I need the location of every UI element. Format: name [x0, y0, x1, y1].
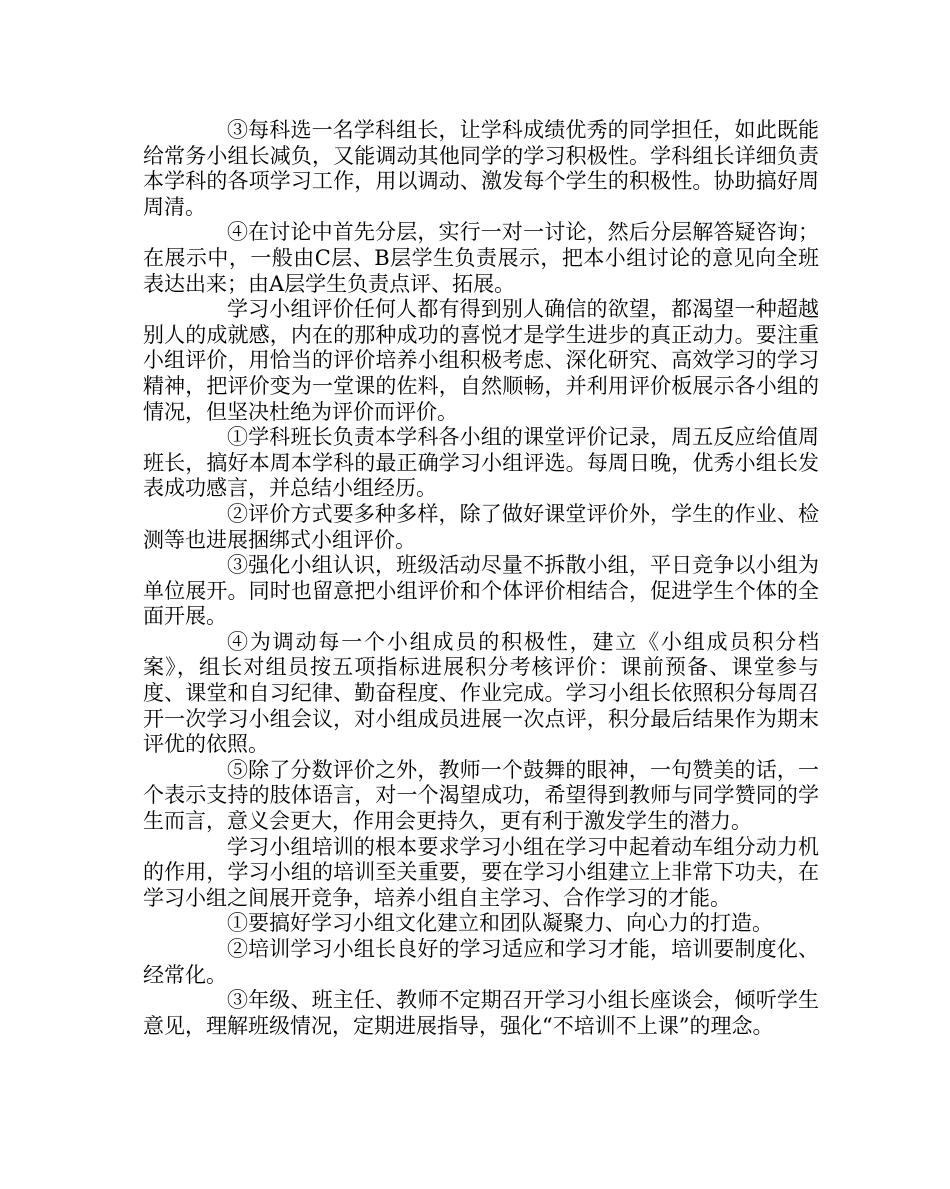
paragraph-subject-leader: ③每科选一名学科组长，让学科成绩优秀的同学担任，如此既能给常务小组长减负，又能调动其他同学的学习积极性。学科组长详细负责本学科的各项学习工作，用以调动、激发每个学生的积极性。协助搞好周周清。	[143, 118, 819, 219]
paragraph-group-awareness: ③强化小组认识，班级活动尽量不拆散小组，平日竞争以小组为单位展开。同时也留意把小组评价和个体评价相结合，促进学生个体的全面开展。	[143, 553, 819, 629]
paragraph-leader-symposium: ③年级、班主任、教师不定期召开学习小组长座谈会，倾听学生意见，理解班级情况，定期进展指导，强化“不培训不上课”的理念。	[143, 988, 819, 1038]
paragraph-points-archive: ④为调动每一个小组成员的积极性，建立《小组成员积分档案》，组长对组员按五项指标进展积分考核评价：课前预备、课堂参与度、课堂和自习纪律、勤奋程度、作业完成。学习小组长依照积分每周召开一次学习小组会议，对小组成员进展一次点评，积分最后结果作为期末评优的依照。	[143, 629, 819, 757]
paragraph-group-culture: ①要搞好学习小组文化建立和团队凝聚力、向心力的打造。	[227, 911, 773, 936]
paragraph-layered-discussion: ④在讨论中首先分层，实行一对一讨论，然后分层解答疑咨询；在展示中，一般由C层、B层学生负责展示，把本小组讨论的意见向全班表达出来；由A层学生负责点评、拓展。	[143, 220, 819, 296]
paragraph-beyond-scores: ⑤除了分数评价之外，教师一个鼓舞的眼神，一句赞美的话，一个表示支持的肢体语言，对一个渴望成功，希望得到教师与同学赞同的学生而言，意义会更大，作用会更持久，更有利于激发学生的潜力。	[143, 757, 819, 834]
paragraph-evaluation-methods: ②评价方式要多种多样，除了做好课堂评价外，学生的作业、检测等也进展捆绑式小组评价。	[143, 501, 819, 552]
paragraph-group-training: 学习小组培训的根本要求学习小组在学习中起着动车组分动力机的作用，学习小组的培训至关重要，要在学习小组建立上非常下功夫，在学习小组之间展开竞争，培养小组自主学习、合作学习的才能。	[143, 834, 819, 910]
paragraph-group-evaluation: 学习小组评价任何人都有得到别人确信的欲望，都渴望一种超越别人的成就感，内在的那种成功的喜悦才是学生进步的真正动力。要注重小组评价，用恰当的评价培养小组积极考虑、深化研究、高效学习的学习精神，把评价变为一堂课的佐料，自然顺畅，并利用评价板展示各小组的情况，但坚决杜绝为评价而评价。	[143, 297, 819, 424]
paragraph-evaluation-record: ①学科班长负责本学科各小组的课堂评价记录，周五反应给值周班长，搞好本周本学科的最正确学习小组评选。每周日晚，优秀小组长发表成功感言，并总结小组经历。	[143, 425, 819, 501]
paragraph-leader-training: ②培训学习小组长良好的学习适应和学习才能，培训要制度化、经常化。	[143, 937, 819, 987]
document-page	[143, 118, 819, 1039]
